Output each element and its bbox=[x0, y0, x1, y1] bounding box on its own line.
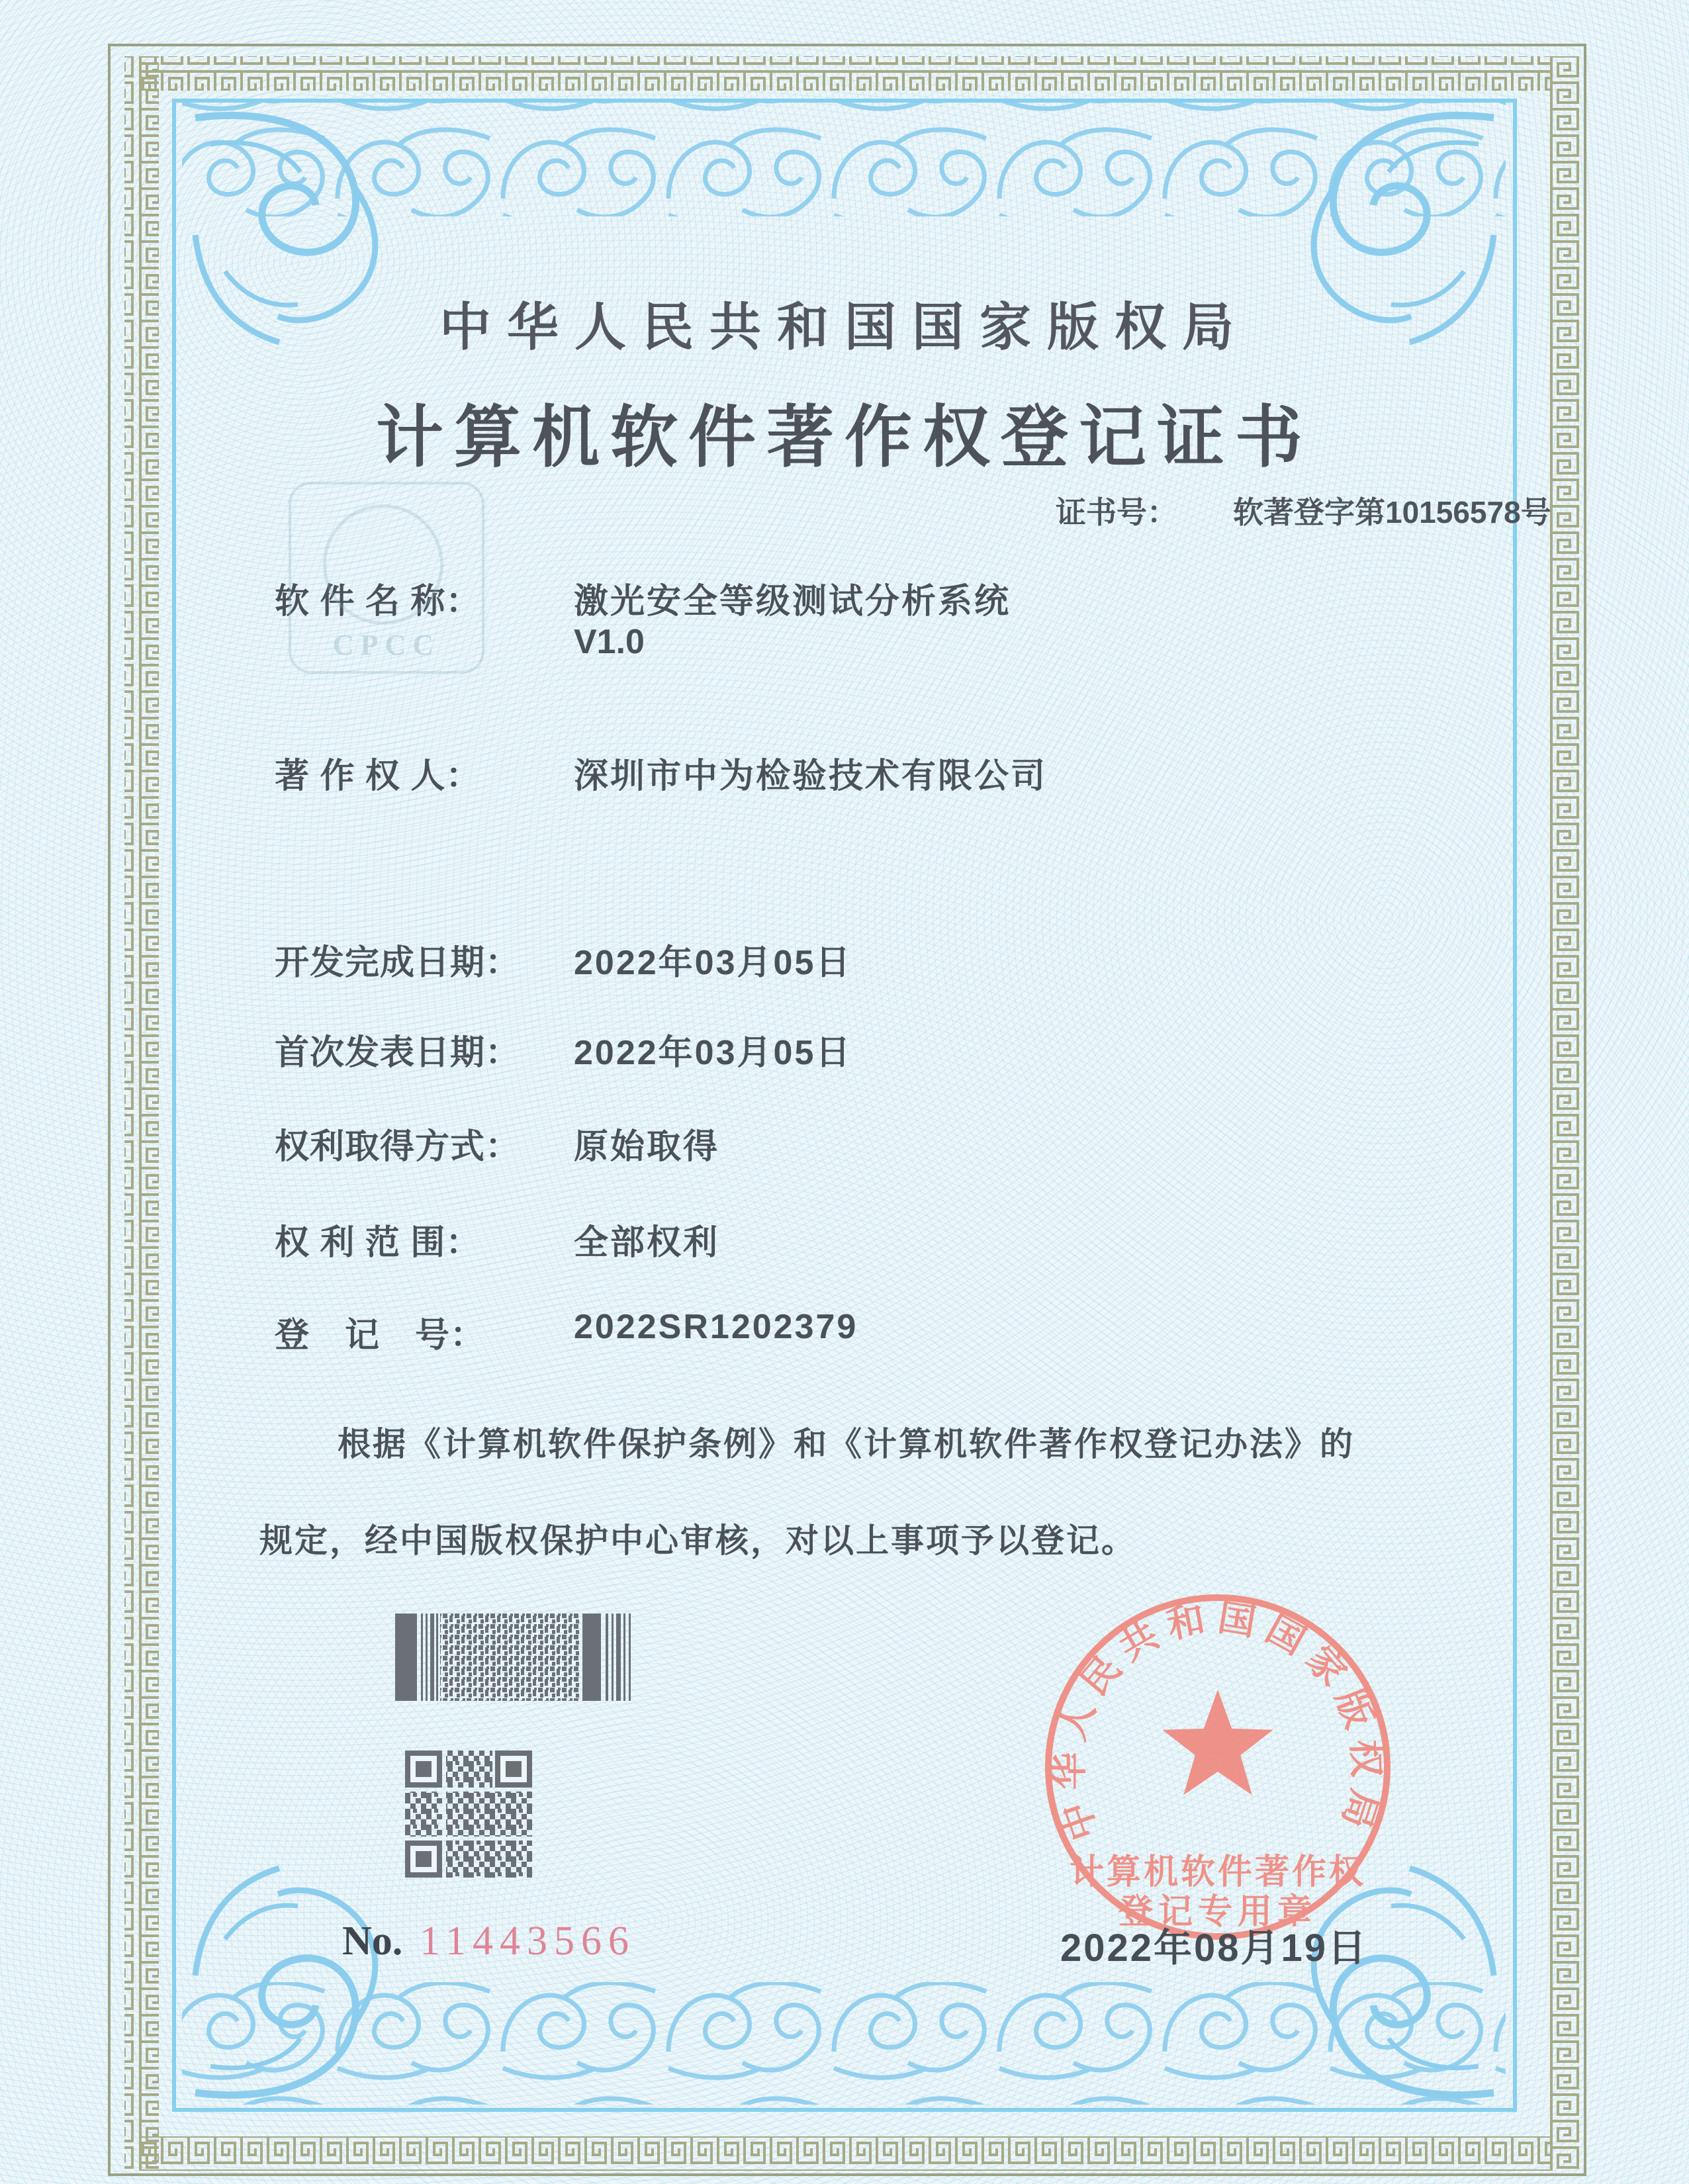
rights-acquisition-label: 权利取得方式： bbox=[275, 1128, 521, 1166]
barcode-icon bbox=[395, 1614, 635, 1701]
certificate-title: 计算机软件著作权登记证书 bbox=[376, 401, 1313, 476]
first-publish-date-value: 2022年03月05日 bbox=[574, 1034, 852, 1072]
serial-number-value: 11443566 bbox=[420, 1919, 635, 1964]
embossed-watermark bbox=[289, 482, 484, 674]
meander-border-right bbox=[1549, 56, 1583, 2171]
copyright-owner-label: 著 作 权 人： bbox=[275, 757, 481, 796]
embossed-watermark-text: CPCC bbox=[332, 629, 441, 661]
certificate-number-row bbox=[1056, 488, 1551, 532]
field-rights-scope bbox=[275, 1214, 719, 1264]
statement-line-2: 规定，经中国版权保护中心审核，对以上事项予以登记。 bbox=[259, 1522, 1136, 1559]
qr-code-icon bbox=[405, 1751, 532, 1878]
field-first-publish-date bbox=[275, 1024, 852, 1074]
serial-number-label: No. bbox=[342, 1919, 403, 1964]
seal-text-line-2: 登记专用章 bbox=[1118, 1893, 1318, 1931]
dev-complete-date-label: 开发完成日期： bbox=[275, 944, 521, 982]
statement-line-1: 根据《计算机软件保护条例》和《计算机软件著作权登记办法》的 bbox=[338, 1426, 1355, 1463]
software-version-value: V1.0 bbox=[574, 623, 645, 661]
flourish-band-top bbox=[182, 103, 1506, 216]
dev-complete-date-value: 2022年03月05日 bbox=[574, 944, 852, 982]
authority-title: 中华人民共和国国家版权局 bbox=[439, 298, 1250, 356]
meander-border-left bbox=[124, 56, 159, 2171]
certificate-number-label: 证书号： bbox=[1056, 495, 1177, 529]
copyright-owner-value: 深圳市中为检验技术有限公司 bbox=[574, 757, 1048, 796]
software-name-value: 激光安全等级测试分析系统 bbox=[574, 582, 1011, 621]
serial-number-row bbox=[342, 1918, 635, 1965]
embossed-watermark-circle bbox=[323, 504, 443, 625]
registration-no-value: 2022SR1202379 bbox=[574, 1308, 858, 1346]
seal-star-icon bbox=[1162, 1690, 1273, 1795]
rights-scope-label: 权 利 范 围： bbox=[275, 1224, 481, 1262]
issue-date: 2022年08月19日 bbox=[1060, 1927, 1369, 1970]
seal-text-line-1: 计算机软件著作权 bbox=[1069, 1853, 1367, 1891]
meander-border-top bbox=[139, 56, 1552, 91]
field-dev-complete-date bbox=[275, 934, 852, 984]
field-rights-acquisition bbox=[275, 1118, 719, 1168]
software-name-label: 软 件 名 称： bbox=[275, 582, 481, 621]
registration-no-label: 登 记 号： bbox=[275, 1316, 486, 1355]
field-copyright-owner bbox=[275, 748, 1047, 797]
official-seal bbox=[1025, 1574, 1411, 1960]
meander-border-bottom bbox=[139, 2136, 1552, 2171]
rights-acquisition-value: 原始取得 bbox=[574, 1128, 720, 1166]
first-publish-date-label: 首次发表日期： bbox=[275, 1034, 521, 1072]
field-registration-no bbox=[275, 1307, 858, 1357]
rights-scope-value: 全部权利 bbox=[574, 1224, 720, 1262]
certificate-number-value: 软著登字第10156578号 bbox=[1233, 495, 1551, 529]
flourish-band-bottom bbox=[182, 1982, 1506, 2105]
seal-ring-text: 中华人民共和国国家版权局 bbox=[1049, 1597, 1387, 1846]
